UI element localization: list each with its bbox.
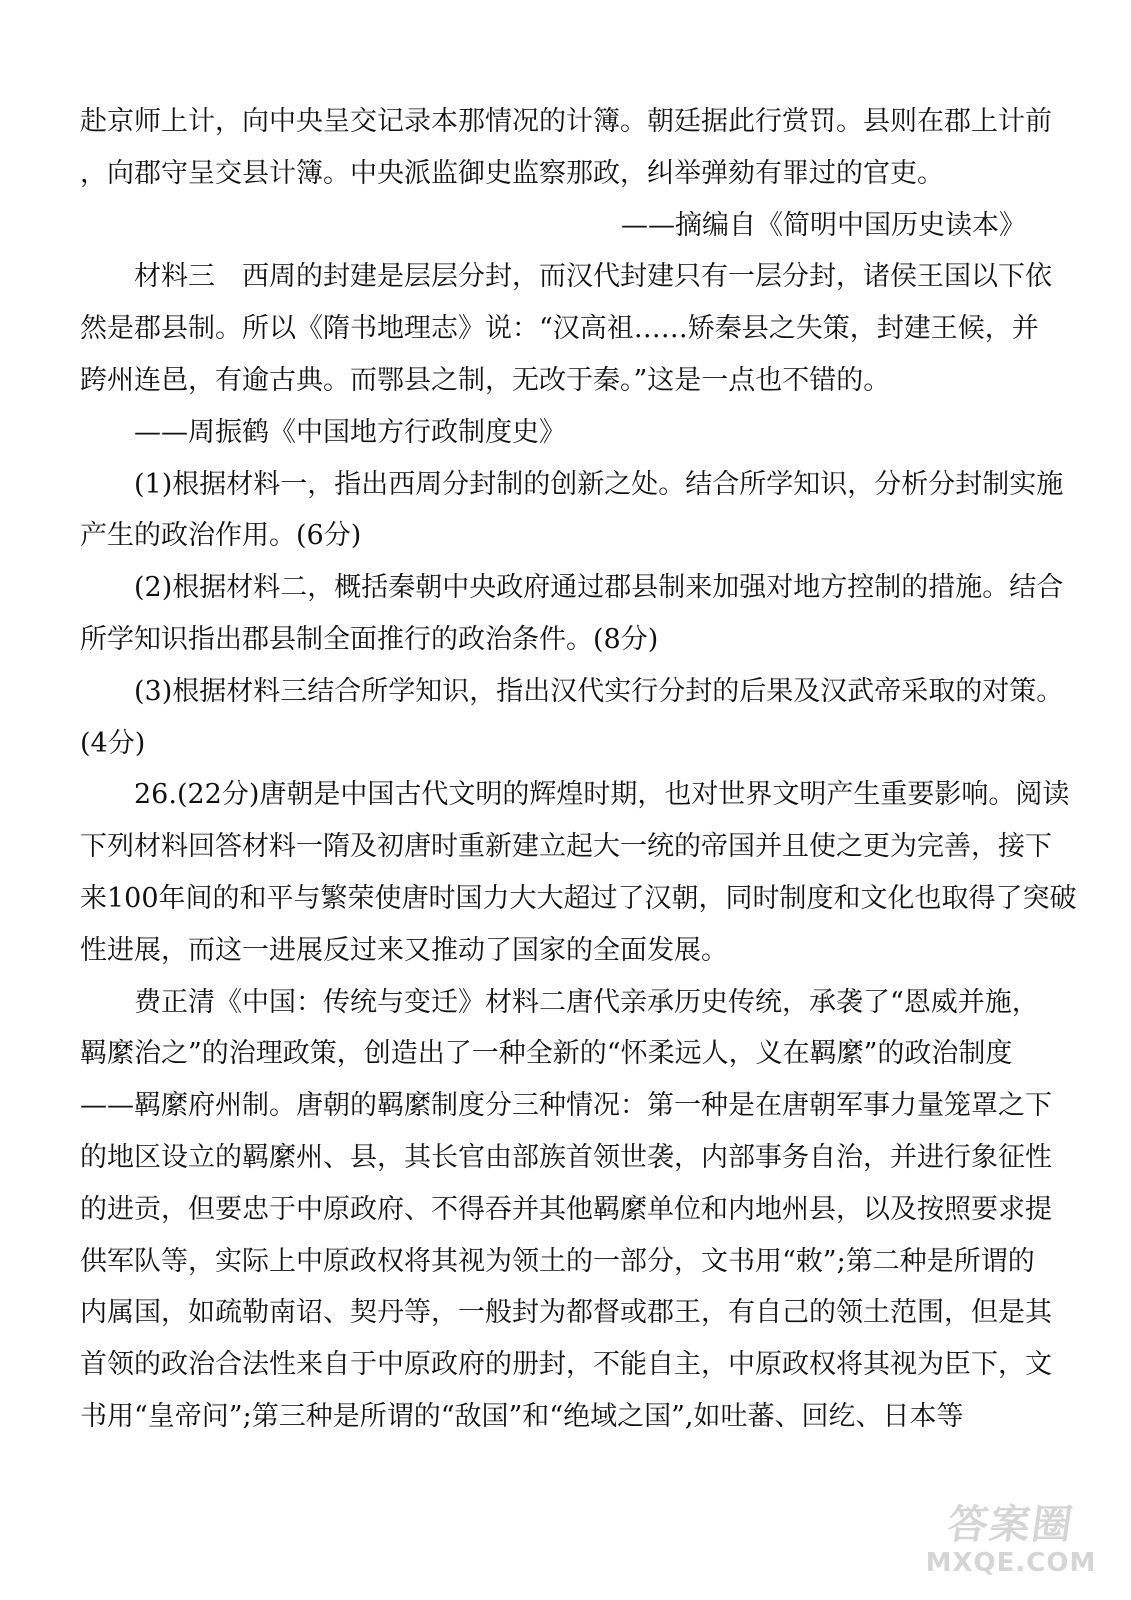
question-line: 所学知识指出郡县制全面推行的政治条件。(8分) bbox=[80, 623, 659, 655]
watermark-logo bbox=[921, 1502, 1101, 1582]
text-line: 首领的政治合法性来自于中原政府的册封，不能自主，中原政权将其视为臣下，文 bbox=[80, 1349, 1052, 1381]
watermark-domain: MXQE.COM bbox=[925, 1548, 1097, 1578]
question-line: (4分) bbox=[80, 727, 146, 759]
text-line: 供军队等，实际上中原政权将其视为领土的一部分，文书用“敕”;第二种是所谓的 bbox=[80, 1245, 1035, 1277]
text-line: 的进贡，但要忠于中原政府、不得吞并其他羁縻单位和内地州县，以及按照要求提 bbox=[80, 1193, 1052, 1225]
citation-line: ——摘编自《简明中国历史读本》 bbox=[621, 209, 1026, 241]
text-line: 然是郡县制。所以《隋书地理志》说：“汉高祖……矫秦县之失策，封建王候，并 bbox=[80, 313, 1039, 345]
text-line: 内属国，如疏勒南诏、契丹等，一般封为都督或郡王，有自己的领土范围，但是其 bbox=[80, 1297, 1052, 1329]
text-line: 跨州连邑，有逾古典。而鄂县之制，无改于秦。”这是一点也不错的。 bbox=[80, 364, 891, 396]
text-line: 的地区设立的羁縻州、县，其长官由部族首领世袭，内部事务自治，并进行象征性 bbox=[80, 1141, 1052, 1173]
question-heading-line: 26.(22分)唐朝是中国古代文明的辉煌时期，也对世界文明产生重要影响。阅读 bbox=[134, 779, 1070, 811]
text-line: 性进展，而这一进展反过来又推动了国家的全面发展。 bbox=[80, 934, 728, 966]
question-line: (2)根据材料二，概括秦朝中央政府通过郡县制来加强对地方控制的措施。结合 bbox=[134, 572, 1064, 604]
text-line: 费正清《中国：传统与变迁》材料二唐代亲承历史传统，承袭了“恩威并施， bbox=[134, 986, 1039, 1018]
citation-line: ——周振鹤《中国地方行政制度史》 bbox=[134, 416, 566, 448]
material-heading-line: 材料三 西周的封建是层层分封，而汉代封建只有一层分封，诸侯王国以下依 bbox=[134, 261, 1052, 293]
text-line: ——羁縻府州制。唐朝的羁縻制度分三种情况：第一种是在唐朝军事力量笼罩之下 bbox=[80, 1090, 1052, 1122]
watermark-title: 答案圈 bbox=[944, 1502, 1078, 1548]
text-line: 赴京师上计，向中央呈交记录本那情况的计簿。朝廷据此行赏罚。县则在郡上计前 bbox=[80, 106, 1052, 137]
document-body bbox=[80, 96, 1077, 1443]
text-line: 羁縻治之”的治理政策，创造出了一种全新的“怀柔远人，义在羁縻”的政治制度 bbox=[80, 1038, 1013, 1070]
text-line: 书用“皇帝问”;第三种是所谓的“敌国”和“绝域之国”,如吐蕃、回纥、日本等 bbox=[80, 1400, 964, 1432]
text-line: 下列材料回答材料一隋及初唐时重新建立起大一统的帝国并且使之更为完善，接下 bbox=[80, 831, 1052, 863]
question-line: (1)根据材料一，指出西周分封制的创新之处。结合所学知识，分析分封制实施 bbox=[134, 468, 1064, 500]
question-line: 产生的政治作用。(6分) bbox=[80, 520, 362, 552]
text-line: ，向郡守呈交县计簿。中央派监御史监察那政，纠举弹劾有罪过的官吏。 bbox=[80, 157, 944, 189]
question-line: (3)根据材料三结合所学知识，指出汉代实行分封的后果及汉武帝采取的对策。 bbox=[134, 675, 1064, 707]
text-line: 来100年间的和平与繁荣使唐时国力大大超过了汉朝，同时制度和文化也取得了突破 bbox=[80, 882, 1077, 914]
